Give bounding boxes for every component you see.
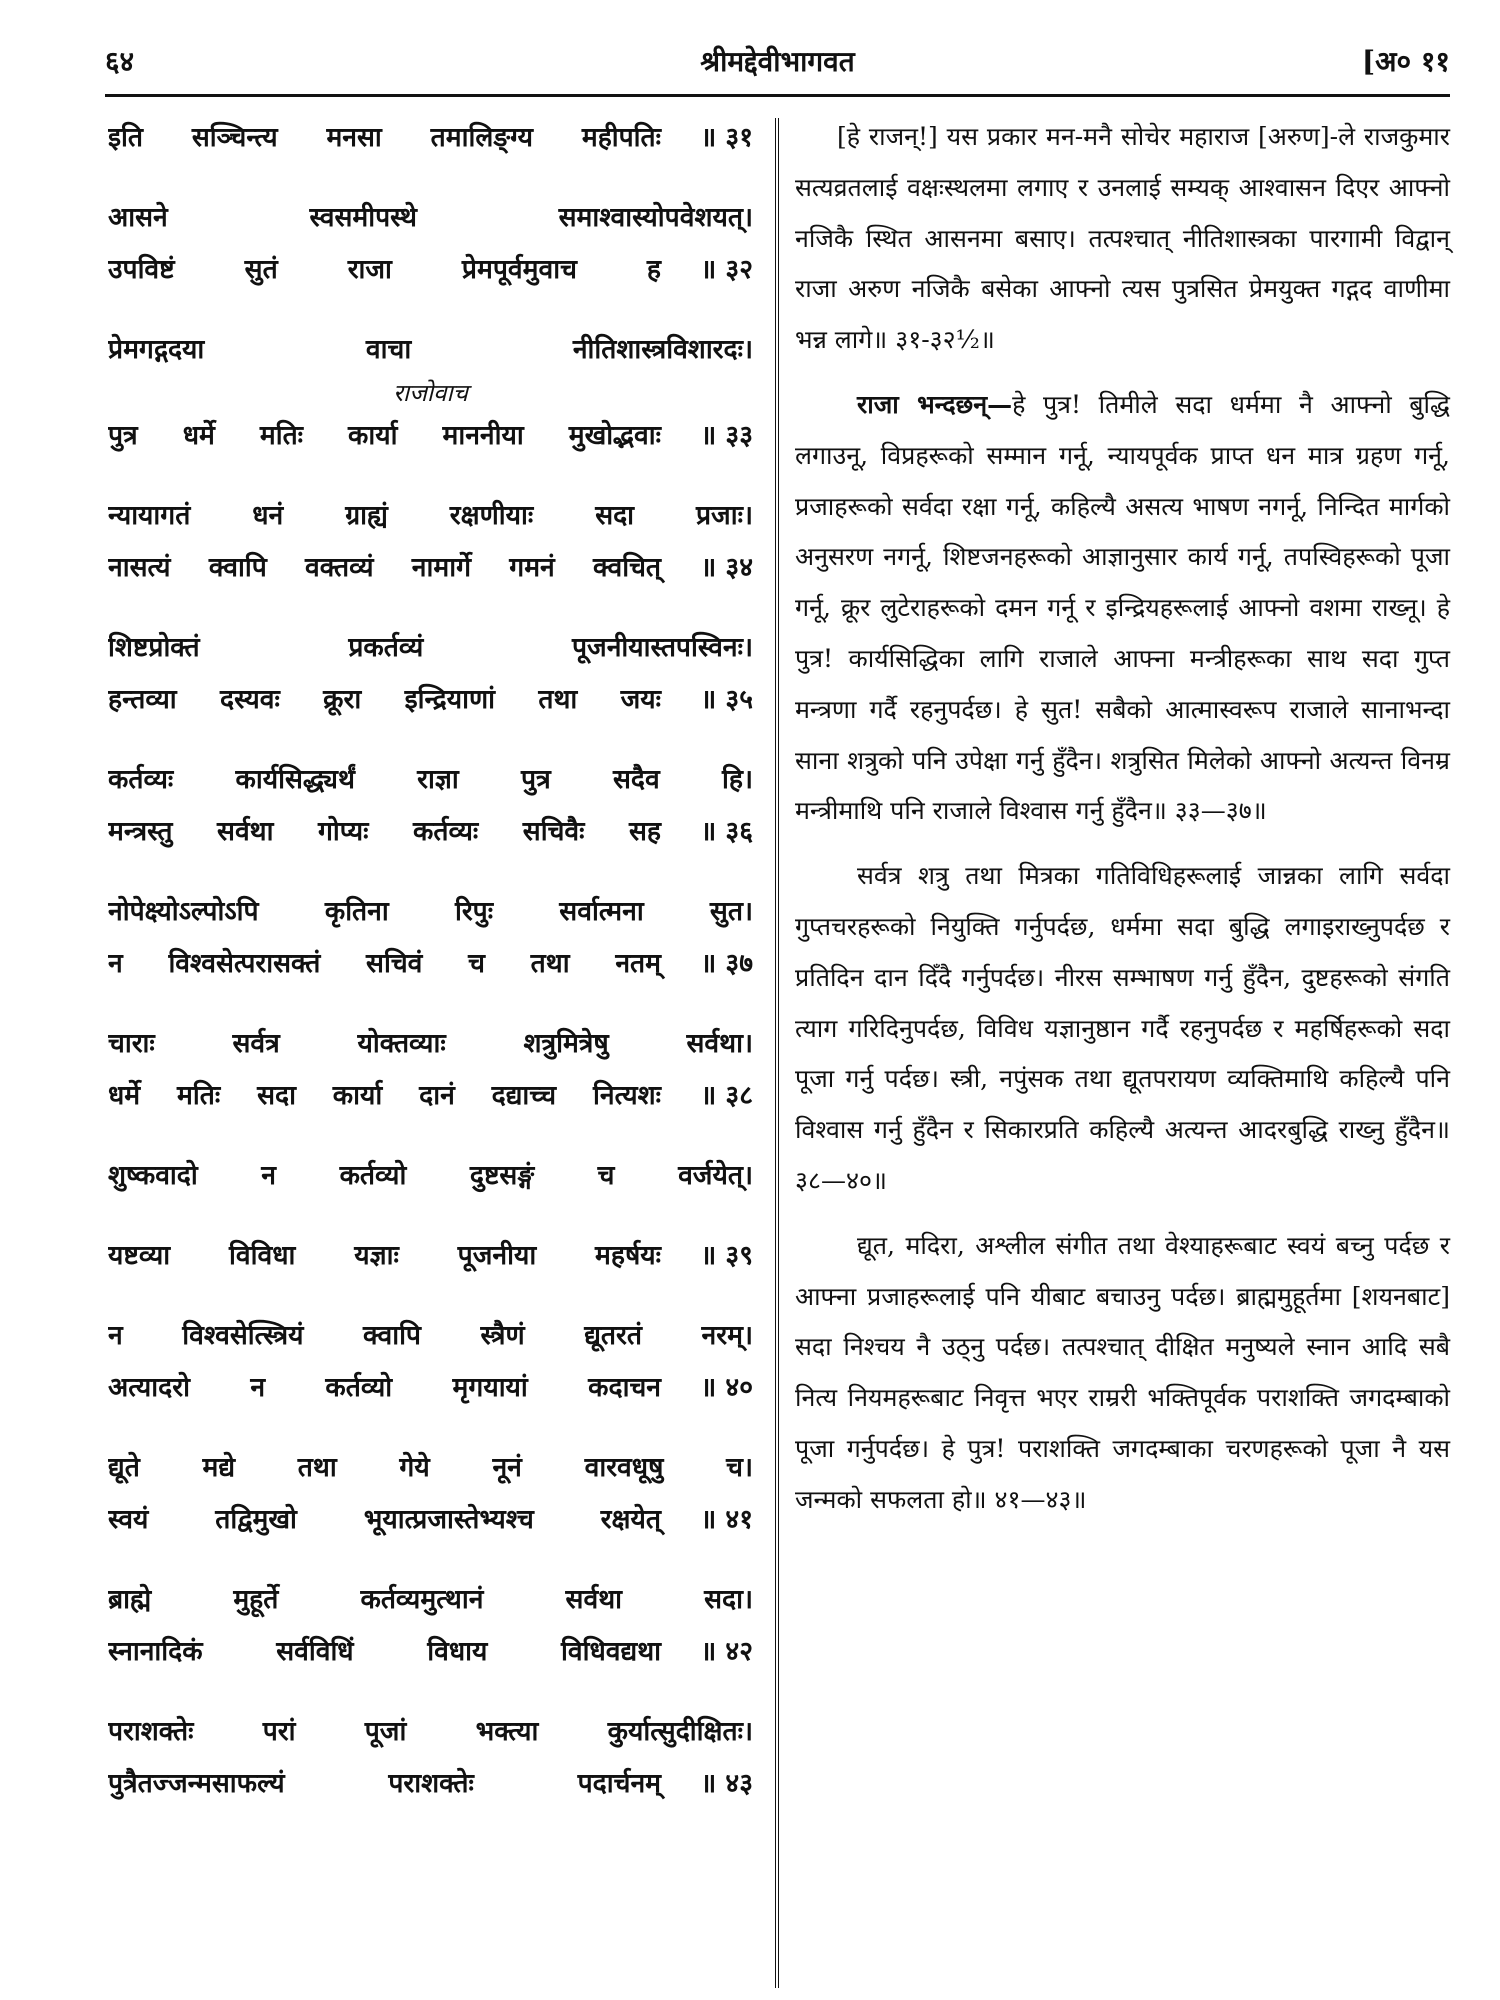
verse-text: अत्यादरो न कर्तव्यो मृगयायां कदाचन [108,1372,661,1403]
verse-text: प्रेमगद्गदया वाचा नीतिशास्त्रविशारदः। [108,334,753,365]
translation-text: सर्वत्र शत्रु तथा मित्रका गतिविधिहरूलाई जान्नका लागि सर्वदा गुप्तचरहरूको नियुक्ति गर्नुपर्दछ, धर्ममा सदा बुद्धि लगाइराख्नुपर्दछ र प्रतिदिन दान दिँदै गर्नुपर्दछ। नीरस सम्भाषण गर्नु हुँदैन, दुष्टहरूको संगति त्याग गरिदिनुपर्दछ, विविध यज्ञानुष्ठान गर्दै रहनुपर्दछ र महर्षिहरूको सदा पूजा गर्नु पर्दछ। स्त्री, नपुंसक तथा द्यूतपरायण व्यक्तिमाथि कहिल्यै पनि विश्वास गर्नु हुँदैन र सिकारप्रति कहिल्यै अत्यन्त आदरबुद्धि राख्नु हुँदैन॥ ३८—४०॥ [795,861,1450,1195]
verse-number: ॥ ४१ [700,1504,753,1535]
verse-number: ॥ ३३ [700,420,753,451]
verse-number: ॥ ४२ [700,1636,753,1667]
nepali-translation-column [795,112,1450,1540]
verse-line [108,1018,753,1070]
column-divider [775,118,779,1988]
translation-paragraph [795,112,1450,366]
verse-text: शुष्कवादो न कर्तव्यो दुष्टसङ्गं च वर्जयेत्। [108,1160,753,1191]
verse-42 [108,1574,753,1678]
verse-text: यष्टव्या विविधा यज्ञाः पूजनीया महर्षयः [108,1240,661,1271]
verse-line [108,1362,753,1414]
page-header [105,38,1450,94]
verse-number: ॥ ३५ [700,684,753,715]
verse-line [108,806,753,858]
verse-text: न्यायागतं धनं ग्राह्यं रक्षणीयाः सदा प्रजाः। [108,500,753,531]
verse-text: न विश्वसेत्परासक्तं सचिवं च तथा नतम् [108,948,661,979]
verse-line [108,754,753,806]
verse-text: मन्त्रस्तु सर्वथा गोप्यः कर्तव्यः सचिवैः सह [108,816,661,847]
verse-line [108,490,753,542]
verse-number: ॥ ३८ [700,1080,753,1111]
verse-line [108,1310,753,1362]
verse-number: ॥ ३१ [700,122,753,153]
verse-text: उपविष्टं सुतं राजा प्रेमपूर्वमुवाच ह [108,254,661,285]
verse-line [108,1758,753,1810]
verse-32b [108,324,753,410]
verse-line [108,674,753,726]
page-number: ६४ [105,45,135,78]
verse-text: नोपेक्ष्योऽल्पोऽपि कृतिना रिपुः सर्वात्मना सुत। [108,896,753,927]
verse-text: शिष्टप्रोक्तं प्रकर्तव्यं पूजनीयास्तपस्विनः। [108,632,753,663]
verse-number: ॥ ३२ [700,254,753,285]
verse-40 [108,1310,753,1414]
verse-line [108,1070,753,1122]
verse-39 [108,1230,753,1282]
translation-paragraph [795,1221,1450,1526]
translation-text: द्यूत, मदिरा, अश्लील संगीत तथा वेश्याहरूबाट स्वयं बच्नु पर्दछ र आफ्ना प्रजाहरूलाई पनि यीबाट बचाउनु पर्दछ। ब्राह्ममुहूर्तमा [शयनबाट] सदा निश्चय नै उठ्नु पर्दछ। तत्पश्चात् दीक्षित मनुष्यले स्नान आदि सबै नित्य नियमहरूबाट निवृत्त भएर राम्ररी भक्तिपूर्वक पराशक्ति जगदम्बाको पूजा गर्नुपर्दछ। हे पुत्र! पराशक्ति जगदम्बाका चरणहरूको पूजा नै यस जन्मको सफलता हो॥ ४१—४३॥ [795,1230,1450,1514]
sanskrit-verse-column [108,112,753,1810]
verse-35 [108,622,753,726]
verse-number: ॥ ३७ [700,948,753,979]
verse-line [108,1494,753,1546]
verse-text: पराशक्तेः परां पूजां भक्त्या कुर्यात्सुदीक्षितः। [108,1716,753,1747]
verse-34 [108,490,753,594]
verse-line [108,112,753,164]
verse-text: हन्तव्या दस्यवः क्रूरा इन्द्रियाणां तथा जयः [108,684,661,715]
verse-line [108,324,753,376]
translation-text: हे पुत्र! तिमीले सदा धर्ममा नै आफ्नो बुद्धि लगाउनू, विप्रहरूको सम्मान गर्नू, न्यायपूर्वक प्राप्त धन मात्र ग्रहण गर्नू, प्रजाहरूको सर्वदा रक्षा गर्नू, कहिल्यै असत्य भाषण नगर्नू, निन्दित मार्गको अनुसरण नगर्नू, शिष्टजनहरूको आज्ञानुसार कार्य गर्नू, तपस्विहरूको पूजा गर्नू, क्रूर लुटेराहरूको दमन गर्नू र इन्द्रियहरूलाई आफ्नो वशमा राख्नू। हे पुत्र! कार्यसिद्धिका लागि राजाले आफ्ना मन्त्रीहरूका साथ सदा गुप्त मन्त्रणा गर्दै रहनुपर्दछ। हे सुत! सबैको आत्मास्वरूप राजाले सानाभन्दा साना शत्रुको पनि उपेक्षा गर्नु हुँदैन। शत्रुसित मिलेको आफ्नो अत्यन्त विनम्र मन्त्रीमाथि पनि राजाले विश्वास गर्नु हुँदैन॥ ३३—३७॥ [795,389,1451,826]
verse-line [108,1574,753,1626]
verse-number: ॥ ४० [700,1372,753,1403]
verse-text: नासत्यं क्वापि वक्तव्यं नामार्गे गमनं क्वचित् [108,552,661,583]
verse-36 [108,754,753,858]
verse-line [108,622,753,674]
translation-paragraph [795,380,1450,837]
verse-text: पुत्रैतज्जन्मसाफल्यं पराशक्तेः पदार्चनम् [108,1768,661,1799]
verse-38 [108,1018,753,1122]
verse-line [108,1230,753,1282]
verse-number: ॥ ४३ [700,1768,753,1799]
verse-number: ॥ ३९ [700,1240,753,1271]
speaker-heading: राजोवाच [393,379,468,407]
verse-text: द्यूते मद्ये तथा गेये नूनं वारवधूषु च। [108,1452,753,1483]
running-title: श्रीमद्देवीभागवत [700,45,855,78]
verse-39a [108,1150,753,1202]
verse-line [108,1442,753,1494]
verse-line [108,410,753,462]
verse-43 [108,1706,753,1810]
translation-paragraph [795,851,1450,1207]
verse-text: स्नानादिकं सर्वविधिं विधाय विधिवद्यथा [108,1636,661,1667]
verse-33 [108,410,753,462]
verse-line [108,542,753,594]
translation-text: [हे राजन्!] यस प्रकार मन-मनै सोचेर महाराज [अरुण]-ले राजकुमार सत्यव्रतलाई वक्षःस्थलमा लगाए र उनलाई सम्यक् आश्वासन दिएर आफ्नो नजिकै स्थित आसनमा बसाए। तत्पश्चात् नीतिशास्त्रका पारगामी विद्वान् राजा अरुण नजिकै बसेका आफ्नो त्यस पुत्रसित प्रेमयुक्त गद्गद वाणीमा भन्न लागे॥ ३१-३२½॥ [795,122,1450,355]
verse-text: आसने स्वसमीपस्थे समाश्वास्योपवेशयत्। [108,202,753,233]
verse-text: चाराः सर्वत्र योक्तव्याः शत्रुमित्रेषु सर्वथा। [108,1028,753,1059]
verse-text: कर्तव्यः कार्यसिद्ध्यर्थं राज्ञा पुत्र सदैव हि। [108,764,753,795]
verse-number: ॥ ३४ [700,552,753,583]
header-rule [105,94,1450,97]
verse-37 [108,886,753,990]
verse-line [108,244,753,296]
verse-line [108,886,753,938]
verse-line [108,1706,753,1758]
verse-41 [108,1442,753,1546]
verse-32 [108,192,753,296]
verse-text: न विश्वसेत्स्त्रियं क्वापि स्त्रैणं द्यूतरतं नरम्। [108,1320,753,1351]
speaker-lead: राजा भन्दछन्— [857,389,1013,419]
verse-line [108,1626,753,1678]
verse-line [108,938,753,990]
verse-text: धर्मे मतिः सदा कार्या दानं दद्याच्च नित्यशः [108,1080,661,1111]
chapter-marker: [अ० ११ [1361,45,1450,78]
verse-number: ॥ ३६ [700,816,753,847]
verse-31 [108,112,753,164]
verse-line [108,192,753,244]
verse-text: स्वयं तद्विमुखो भूयात्प्रजास्तेभ्यश्च रक्षयेत् [108,1504,661,1535]
verse-text: पुत्र धर्मे मतिः कार्या माननीया मुखोद्भवाः [108,420,661,451]
verse-text: ब्राह्मे मुहूर्ते कर्तव्यमुत्थानं सर्वथा सदा। [108,1584,753,1615]
verse-line [108,1150,753,1202]
verse-text: इति सञ्चिन्त्य मनसा तमालिङ्ग्य महीपतिः [108,122,661,153]
